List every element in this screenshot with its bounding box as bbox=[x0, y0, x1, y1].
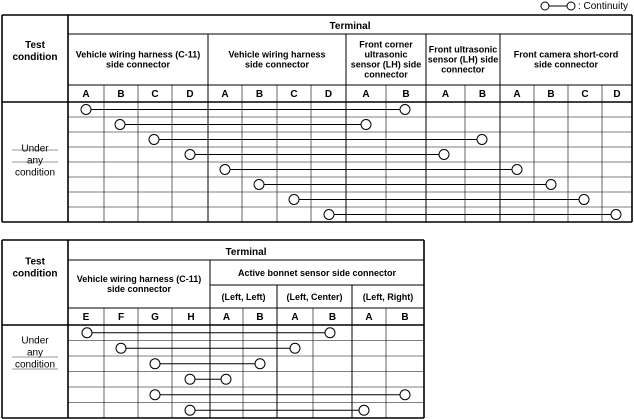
continuity-terminal-circle bbox=[221, 374, 231, 384]
terminal-letter: D bbox=[324, 89, 333, 100]
continuity-terminal-circle bbox=[150, 359, 160, 369]
subgroup-header: (Left, Center) bbox=[286, 292, 343, 302]
condition-value: Under bbox=[21, 335, 49, 347]
test-condition-header: condition bbox=[12, 52, 58, 63]
terminal-letter: A bbox=[221, 89, 229, 100]
condition-value: Under bbox=[21, 143, 49, 155]
terminal-letter: A bbox=[222, 312, 231, 323]
terminal-letter: A bbox=[365, 312, 373, 323]
connector-group-header: Front corner bbox=[359, 39, 413, 50]
condition-value: any bbox=[26, 347, 44, 359]
connector-group-header: connector bbox=[441, 64, 485, 75]
connector-group-header: Active bonnet sensor side connector bbox=[237, 268, 397, 278]
terminal-letter: A bbox=[513, 89, 521, 100]
continuity-terminal-circle bbox=[150, 390, 160, 400]
terminal-letter: B bbox=[255, 89, 264, 100]
terminal-letter: E bbox=[82, 312, 90, 323]
connector-group-header: Vehicle wiring harness (C-11) bbox=[75, 49, 201, 60]
continuity-terminal-circle bbox=[325, 328, 335, 338]
terminal-letter: B bbox=[547, 89, 555, 100]
connector-group-header: connector bbox=[364, 69, 408, 80]
connector-group-header: Vehicle wiring harness (C-11) bbox=[76, 274, 202, 285]
terminal-letter: A bbox=[291, 312, 299, 323]
terminal-letter: D bbox=[613, 89, 621, 100]
terminal-letter: A bbox=[82, 89, 90, 100]
terminal-letter: G bbox=[151, 312, 159, 323]
terminal-letter: A bbox=[362, 89, 370, 100]
connector-group-header: sensor (LH) side bbox=[427, 54, 499, 65]
connector-group-header: side connector bbox=[105, 59, 171, 70]
continuity-terminal-circle bbox=[185, 405, 195, 415]
terminal-letter: F bbox=[117, 312, 125, 323]
condition-value: condition bbox=[14, 167, 56, 179]
subgroup-header: (Left, Left) bbox=[221, 292, 266, 302]
legend-label: : Continuity bbox=[577, 0, 628, 12]
condition-value: any bbox=[26, 155, 44, 167]
terminal-letter: B bbox=[256, 312, 264, 323]
test-condition-header: Test bbox=[25, 256, 45, 268]
connector-group-header: side connector bbox=[533, 59, 599, 70]
terminal-letter: B bbox=[402, 89, 410, 100]
terminal-letter: B bbox=[117, 89, 125, 100]
connector-group-header: Front camera short-cord bbox=[513, 49, 619, 60]
terminal-header: Terminal bbox=[329, 21, 371, 32]
terminal-letter: B bbox=[328, 312, 337, 323]
terminal-header: Terminal bbox=[225, 247, 267, 258]
condition-value: condition bbox=[14, 359, 56, 371]
connector-group-header: side connector bbox=[244, 59, 310, 70]
continuity-terminal-circle bbox=[116, 343, 126, 353]
continuity-terminal-circle bbox=[255, 359, 265, 369]
subgroup-header: (Left, Right) bbox=[362, 292, 414, 302]
connector-group-header: sensor (LH) side bbox=[350, 59, 422, 70]
connector-group-header: Front ultrasonic bbox=[428, 44, 498, 55]
terminal-letter: B bbox=[478, 89, 487, 100]
test-condition-header: condition bbox=[12, 268, 58, 280]
continuity-terminal-circle bbox=[185, 374, 195, 384]
terminal-letter: C bbox=[581, 89, 589, 100]
test-condition-header: Test bbox=[25, 40, 45, 51]
continuity-terminal-circle bbox=[82, 328, 92, 338]
continuity-terminal-circle bbox=[400, 390, 410, 400]
connector-group-header: ultrasonic bbox=[364, 49, 408, 60]
continuity-terminal-circle bbox=[359, 405, 369, 415]
connector-group-header: Vehicle wiring harness bbox=[228, 49, 326, 60]
terminal-letter: B bbox=[401, 312, 409, 323]
continuity-terminal-circle bbox=[290, 343, 300, 353]
terminal-letter: D bbox=[186, 89, 194, 100]
terminal-letter: C bbox=[151, 89, 159, 100]
terminal-letter: C bbox=[290, 89, 298, 100]
terminal-letter: A bbox=[441, 89, 450, 100]
connector-group-header: side connector bbox=[106, 284, 172, 295]
terminal-letter: H bbox=[187, 312, 195, 323]
